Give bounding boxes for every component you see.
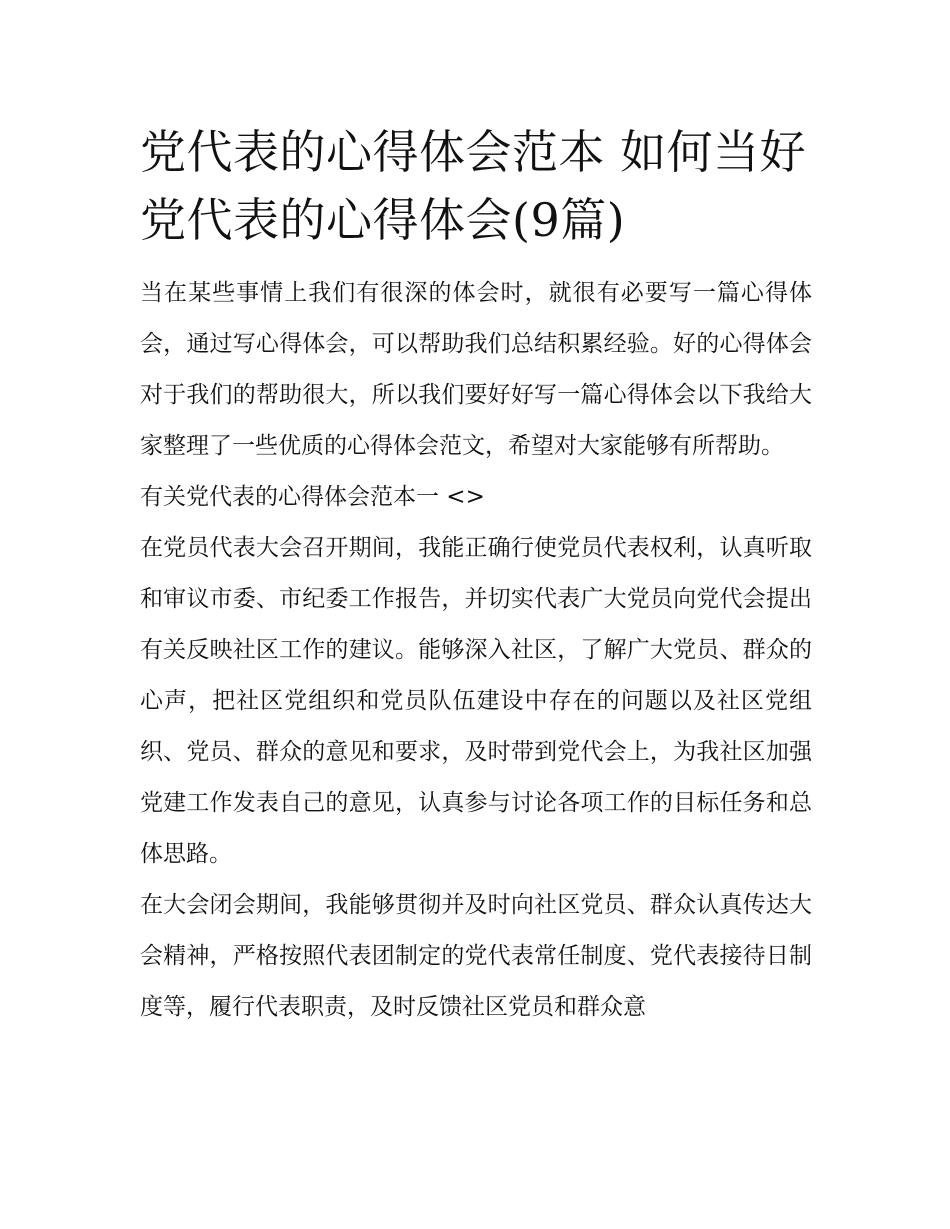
body-paragraph: 在大会闭会期间，我能够贯彻并及时向社区党员、群众认真传达大会精神，严格按照代表团制定的党代表常任制度、党代表接待日制度等，履行代表职责，及时反馈社区党员和群众意 [140, 892, 812, 1020]
intro-paragraph: 当在某些事情上我们有很深的体会时，就很有必要写一篇心得体会，通过写心得体会，可以帮助我们总结积累经验。好的心得体会对于我们的帮助很大，所以我们要好好写一篇心得体会以下我给大家整理了一些优质的心得体会范文，希望对大家能够有所帮助。 [140, 280, 812, 459]
document-body [140, 118, 812, 1033]
section-heading: 有关党代表的心得体会范本一 <> [140, 484, 485, 510]
document-title: 党代表的心得体会范本 如何当好党代表的心得体会(9篇) [140, 125, 807, 247]
body-paragraph: 在党员代表大会召开期间，我能正确行使党员代表权利，认真听取和审议市委、市纪委工作报告，并切实代表广大党员向党代会提出有关反映社区工作的建议。能够深入社区，了解广大党员、群众的心声，把社区党组织和党员队伍建设中存在的问题以及社区党组织、党员、群众的意见和要求，及时带到党代会上，为我社区加强党建工作发表自己的意见，认真参与讨论各项工作的目标任务和总体思路。 [140, 535, 812, 867]
